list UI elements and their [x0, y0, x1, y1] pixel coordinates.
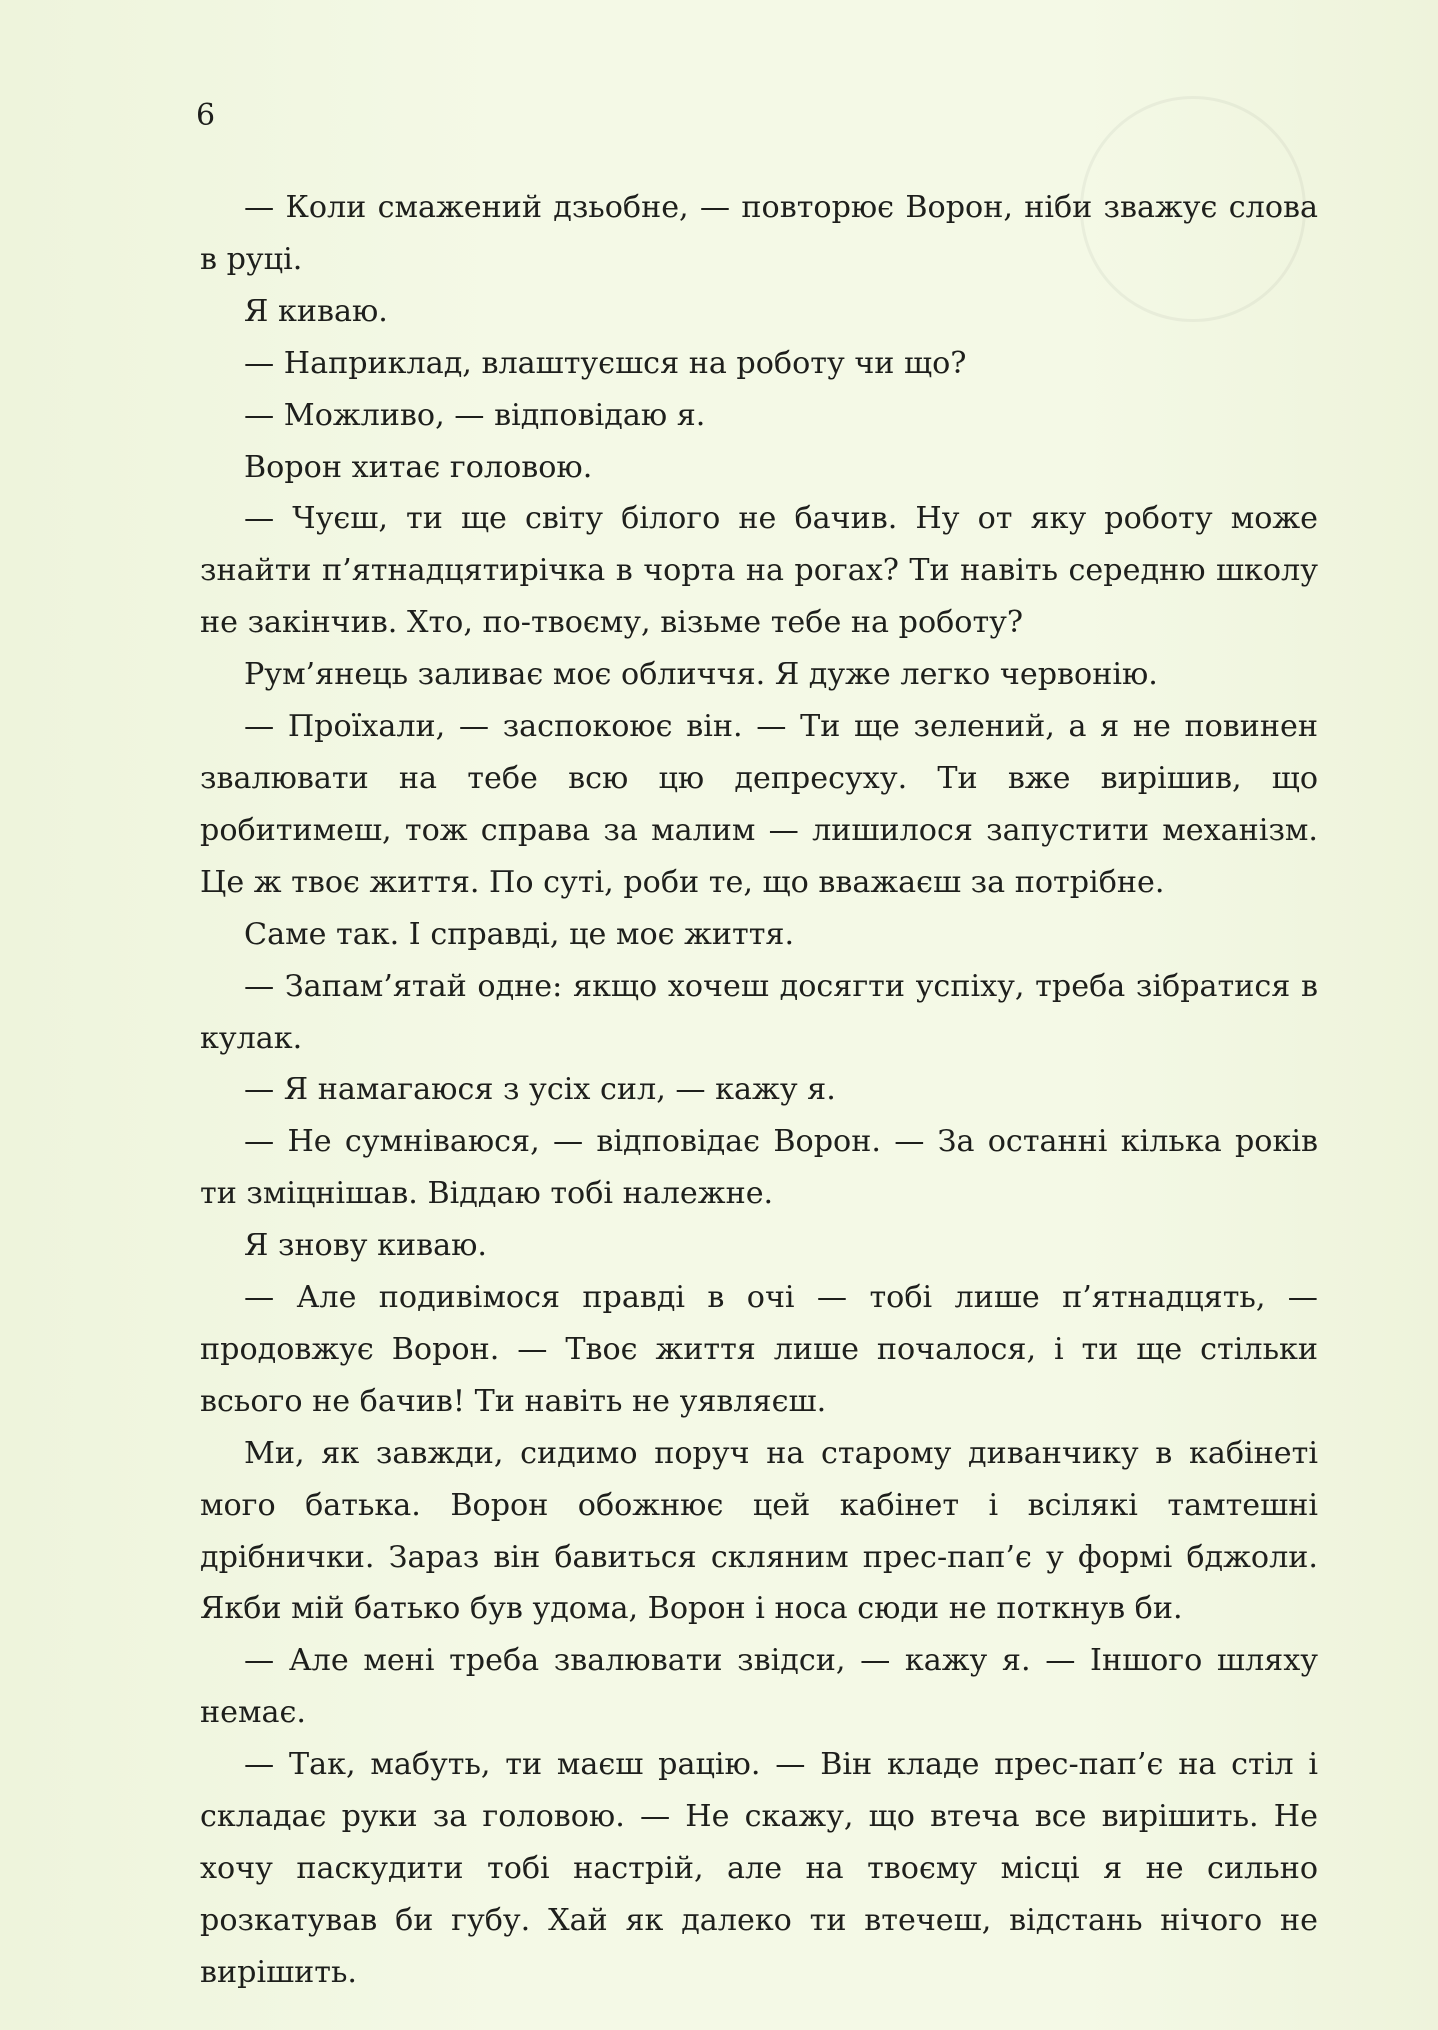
- paragraph: Ми, як завжди, сидимо поруч на старому диванчику в кабінеті мого батька. Ворон обожнює цей кабінет і всілякі тамтешні дрібнички. Зараз він бавиться скляним прес-пап’є у формі бджоли. Якби мій батько був удома, Ворон і носа сюди не поткнув би.: [200, 1435, 1318, 1627]
- paragraph: — Наприклад, влаштуєшся на роботу чи що?: [244, 345, 967, 381]
- paragraph: Я киваю.: [244, 293, 388, 329]
- paragraph: — Так, мабуть, ти маєш рацію. — Він кладе прес-пап’є на стіл і складає руки за головою. — Не скажу, що втеча все вирішить. Не хочу паскудити тобі настрій, але на твоєму місці я не сильно розкатував би губу. Хай як далеко ти втечеш, відстань нічого не вирішить.: [200, 1747, 1318, 1990]
- page-number: 6: [196, 98, 216, 133]
- paragraph: Ворон хитає головою.: [244, 449, 593, 485]
- paragraph: — Чуєш, ти ще світу білого не бачив. Ну от яку роботу може знайти п’ятнадцятирічка в чорта на рогах? Ти навіть середню школу не закінчив. Хто, по-твоєму, візьме тебе на роботу?: [200, 501, 1318, 641]
- paragraph: — Але подивімося правді в очі — тобі лише п’ятнадцять, — продовжує Ворон. — Твоє життя лише почалося, і ти ще стільки всього не бачив! Ти навіть не уявляєш.: [200, 1280, 1318, 1419]
- paragraph: — Не сумніваюся, — відповідає Ворон. — За останні кілька років ти зміцнішав. Віддаю тобі належне.: [200, 1124, 1318, 1212]
- paragraph: — Але мені треба звалювати звідси, — кажу я. — Іншого шляху немає.: [200, 1643, 1318, 1731]
- paragraph: — Запам’ятай одне: якщо хочеш досягти успіху, треба зібратися в кулак.: [200, 968, 1318, 1056]
- paragraph: — Я намагаюся з усіх сил, — кажу я.: [244, 1072, 836, 1108]
- paragraph: — Можливо, — відповідаю я.: [244, 397, 706, 433]
- paragraph: Я знову киваю.: [244, 1228, 487, 1264]
- paragraph: — Коли смажений дзьобне, — повторює Ворон, ніби зважує слова в руці.: [200, 190, 1318, 277]
- paragraph: Саме так. І справді, це моє життя.: [244, 916, 795, 952]
- body-text: [200, 182, 1318, 1999]
- paragraph: Рум’янець заливає моє обличчя. Я дуже легко червонію.: [244, 657, 1158, 693]
- paragraph: — Проїхали, — заспокоює він. — Ти ще зелений, а я не повинен звалювати на тебе всю цю депресуху. Ти вже вирішив, що робитимеш, тож справа за малим — лишилося запустити механізм. Це ж твоє життя. По суті, роби те, що вважаєш за потрібне.: [200, 709, 1318, 900]
